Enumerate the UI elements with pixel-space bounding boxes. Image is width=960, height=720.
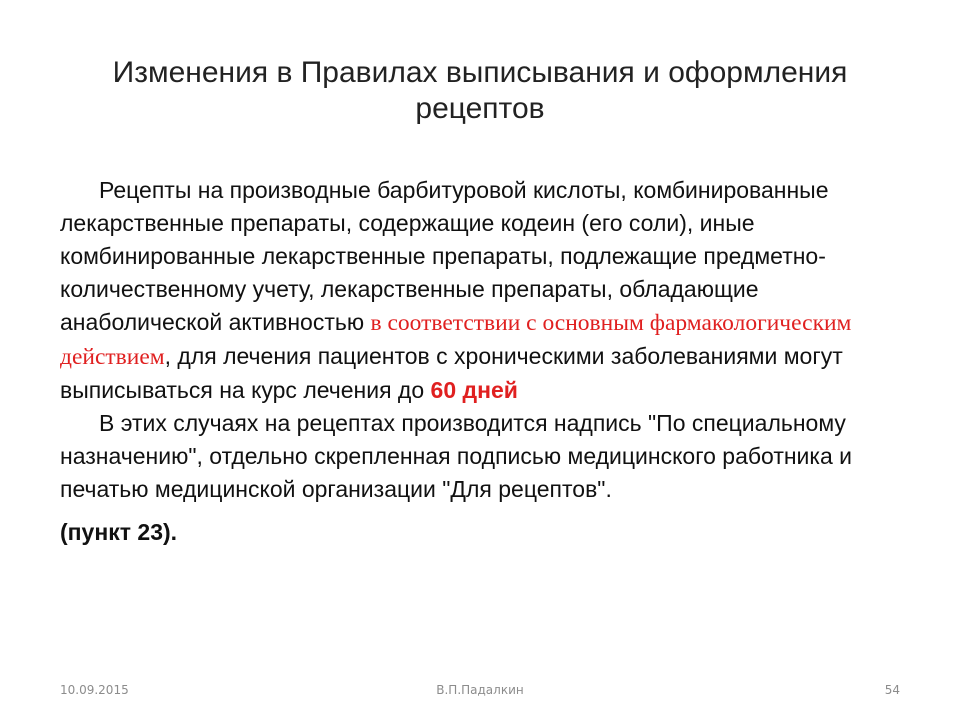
highlight-60-days: 60 дней [430, 377, 518, 403]
paragraph-point-reference: (пункт 23). [60, 519, 178, 545]
footer-date: 10.09.2015 [60, 683, 129, 697]
paragraph-1-text: Рецепты на производные барбитуровой кислоты, комбинированные лекарственные препараты, содержащие кодеин (его соли), иные комбинированные лекарственные препараты, подлежащие предметно-количественному учету, лекарственные препараты, обладающие анаболической активностью [60, 177, 829, 335]
paragraph-recipe-terms [60, 174, 920, 407]
slide-title-line-1: Изменения в Правилах выписывания и оформления [112, 56, 848, 89]
slide-title-line-2: рецептов [415, 92, 545, 125]
footer-author: В.П.Падалкин [436, 683, 524, 697]
footer-page-number: 54 [884, 683, 900, 697]
slide-title [60, 55, 900, 127]
slide-body [60, 174, 920, 549]
paragraph-1-text-continued: , для лечения пациентов с хроническими заболеваниями могут выписываться на курс лечения до [60, 343, 843, 403]
paragraph-special-purpose: В этих случаях на рецептах производится надпись "По специальному назначению", отдельно скрепленная подписью медицинского работника и печатью медицинской организации "Для рецептов". [60, 410, 853, 502]
highlight-pharmacological-action: в соответствии с основным фармакологическим действием [60, 310, 852, 370]
